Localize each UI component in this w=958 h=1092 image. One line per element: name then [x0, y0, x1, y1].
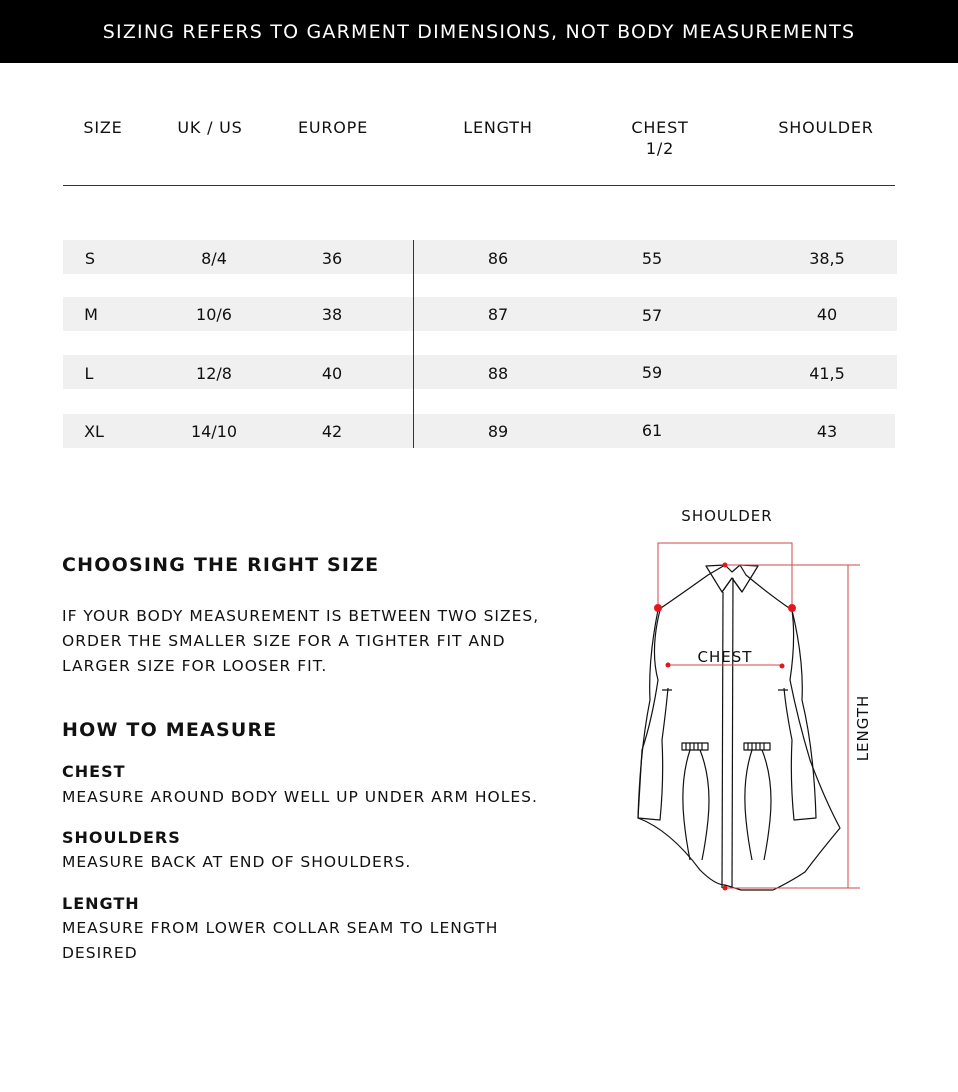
- cell-uk-us: 12/8: [196, 364, 232, 383]
- collar-point: [723, 563, 728, 568]
- column-divider: [413, 240, 414, 448]
- cell-chest: 55: [641, 249, 663, 268]
- cell-size: XL: [84, 422, 104, 441]
- shoulder-right-point: [788, 604, 796, 612]
- shoulders-text: MEASURE BACK AT END OF SHOULDERS.: [62, 853, 412, 871]
- cell-chest: 59: [641, 363, 663, 382]
- header-uk-us: UK / US: [177, 118, 243, 137]
- shoulders-label: SHOULDERS: [62, 828, 181, 847]
- header-shoulder: SHOULDER: [778, 118, 874, 137]
- cell-size: M: [84, 305, 98, 324]
- cell-uk-us: 14/10: [190, 422, 238, 441]
- measurement-guides: [658, 543, 860, 888]
- cell-europe: 40: [321, 364, 343, 383]
- cell-chest: 57: [641, 306, 663, 325]
- diagram-chest-label: CHEST: [697, 648, 753, 666]
- cell-chest: 61: [641, 421, 663, 440]
- measure-title: HOW TO MEASURE: [62, 719, 278, 741]
- chest-left-point: [666, 663, 671, 668]
- cell-length: 86: [487, 249, 509, 268]
- cell-uk-us: 8/4: [201, 249, 227, 268]
- cell-europe: 38: [321, 305, 343, 324]
- length-text: MEASURE FROM LOWER COLLAR SEAM TO LENGTH DESIRED: [62, 919, 499, 962]
- header-europe: EUROPE: [297, 118, 369, 137]
- cell-length: 87: [487, 305, 509, 324]
- banner-text: SIZING REFERS TO GARMENT DIMENSIONS, NOT BODY MEASUREMENTS: [102, 20, 856, 43]
- chest-label: CHEST: [62, 762, 126, 781]
- choosing-text: IF YOUR BODY MEASUREMENT IS BETWEEN TWO SIZES, ORDER THE SMALLER SIZE FOR A TIGHTER FIT AND LARGER SIZE FOR LOOSER FIT.: [62, 607, 540, 675]
- measurement-points: [654, 563, 796, 891]
- cell-shoulder: 40: [816, 305, 838, 324]
- header-chest: CHEST 1/2: [631, 118, 689, 158]
- header-banner: [0, 0, 958, 63]
- length-label: LENGTH: [62, 894, 140, 913]
- header-length: LENGTH: [463, 118, 533, 137]
- chest-text: MEASURE AROUND BODY WELL UP UNDER ARM HOLES.: [62, 788, 538, 806]
- header-size: SIZE: [83, 118, 123, 137]
- choosing-title: CHOOSING THE RIGHT SIZE: [62, 554, 380, 576]
- cell-shoulder: 38,5: [809, 249, 845, 268]
- diagram-length-label: LENGTH: [854, 694, 872, 762]
- diagram-shoulder-label: SHOULDER: [681, 507, 773, 525]
- cell-uk-us: 10/6: [196, 305, 232, 324]
- chest-right-point: [780, 664, 785, 669]
- cell-length: 89: [487, 422, 509, 441]
- cell-shoulder: 41,5: [809, 364, 845, 383]
- header-divider: [63, 185, 895, 186]
- cell-shoulder: 43: [816, 422, 838, 441]
- shirt-dress-illustration: [638, 565, 840, 890]
- cell-length: 88: [487, 364, 509, 383]
- cell-size: S: [84, 249, 96, 268]
- hem-point: [723, 886, 728, 891]
- cell-europe: 36: [321, 249, 343, 268]
- cell-size: L: [84, 364, 94, 383]
- shoulder-left-point: [654, 604, 662, 612]
- cell-europe: 42: [321, 422, 343, 441]
- garment-diagram: [620, 500, 920, 900]
